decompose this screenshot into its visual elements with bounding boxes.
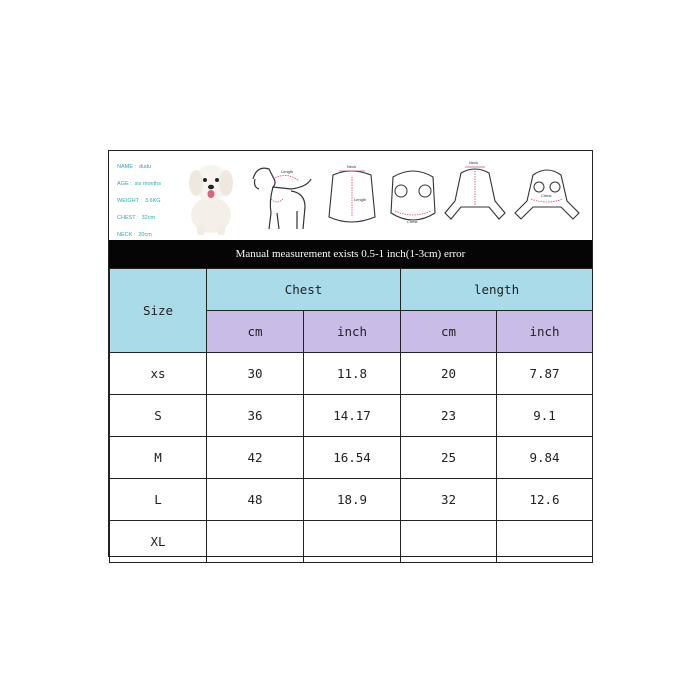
chest-inch-cell <box>304 521 401 563</box>
chest-cm-header: cm <box>207 311 304 353</box>
length-cm-cell: 25 <box>401 437 497 479</box>
size-cell: S <box>110 395 207 437</box>
length-cm-cell: 20 <box>401 353 497 395</box>
table-row <box>110 395 593 437</box>
illus-chest-label: Chest <box>407 219 418 224</box>
chest-cm-cell <box>207 521 304 563</box>
size-cell: XL <box>110 521 207 563</box>
length-cm-cell: 23 <box>401 395 497 437</box>
length-cm-cell: 32 <box>401 479 497 521</box>
spec-neck: NECK : 20cm <box>117 232 152 238</box>
chest-inch-cell: 11.8 <box>304 353 401 395</box>
illus-neck-label: Neck <box>347 164 357 169</box>
chest-cm-cell: 36 <box>207 395 304 437</box>
measurement-info-strip <box>109 151 592 240</box>
chest-inch-cell: 14.17 <box>304 395 401 437</box>
vest-chest-icon <box>385 157 441 235</box>
size-cell: xs <box>110 353 207 395</box>
illus-shirt-length-label: Length <box>354 197 367 202</box>
size-table <box>109 268 593 563</box>
chest-inch-cell: 18.9 <box>304 479 401 521</box>
table-row <box>110 437 593 479</box>
size-chart <box>108 150 593 557</box>
length-inch-cell: 9.84 <box>497 437 593 479</box>
dog-photo <box>181 153 243 237</box>
length-header: length <box>401 269 593 311</box>
length-inch-cell: 9.1 <box>497 395 593 437</box>
size-cell: L <box>110 479 207 521</box>
chest-cm-cell: 30 <box>207 353 304 395</box>
size-cell: M <box>110 437 207 479</box>
length-inch-cell: 12.6 <box>497 479 593 521</box>
dog-specs <box>117 159 181 244</box>
chest-header: Chest <box>207 269 401 311</box>
length-inch-header: inch <box>497 311 593 353</box>
jumpsuit-chest-icon <box>511 157 583 235</box>
spec-name: NAME : dudu <box>117 164 152 170</box>
spec-chest: CHEST : 32cm <box>117 215 156 221</box>
length-inch-cell: 7.87 <box>497 353 593 395</box>
chest-inch-cell: 16.54 <box>304 437 401 479</box>
chest-cm-cell: 42 <box>207 437 304 479</box>
chest-inch-header: inch <box>304 311 401 353</box>
table-row <box>110 521 593 563</box>
spec-weight: WEIGHT : 3.6KG <box>117 198 161 204</box>
measurement-note-banner: Manual measurement exists 0.5-1 inch(1-3cm) error <box>109 240 592 268</box>
jumpsuit-icon <box>441 157 509 235</box>
shirt-length-icon <box>321 157 383 235</box>
chest-cm-cell: 48 <box>207 479 304 521</box>
dog-outline-icon <box>247 157 319 235</box>
illus-jumpsuit-chest-label: Chest <box>541 193 552 198</box>
length-cm-header: cm <box>401 311 497 353</box>
table-row <box>110 479 593 521</box>
spec-age: AGE : six months <box>117 181 161 187</box>
length-inch-cell <box>497 521 593 563</box>
illus-jumpsuit-neck-label: Neck <box>469 160 479 165</box>
size-header: Size <box>110 269 207 353</box>
length-cm-cell <box>401 521 497 563</box>
table-row <box>110 353 593 395</box>
illus-length-label: Length <box>281 169 294 174</box>
